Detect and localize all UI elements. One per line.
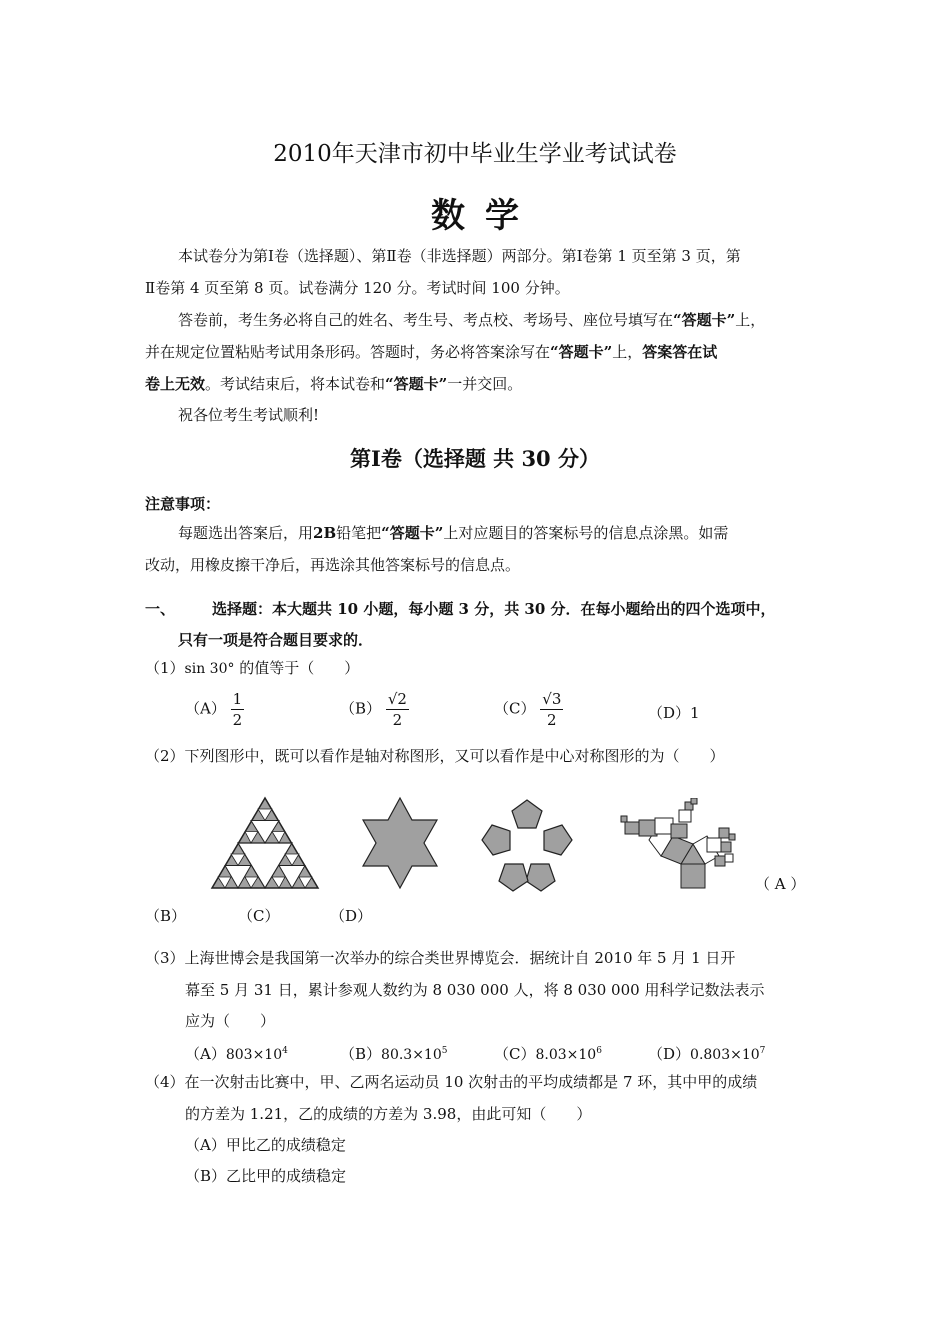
branch-square (639, 820, 657, 836)
answer-card-term: “答题卡” (385, 375, 448, 393)
figure-pentagons (478, 798, 576, 892)
option-value: 0.803×10 (690, 1047, 760, 1063)
q3-option-b (340, 1041, 447, 1065)
answer-card-term: “答题卡” (381, 524, 444, 542)
figure-star (355, 796, 445, 890)
pentagon (526, 864, 555, 891)
intro-p2-line2 (145, 342, 717, 362)
q4-line1: （4）在一次射击比赛中，甲、乙两名运动员 10 次射击的平均成绩都是 7 环，其中甲的成绩 (145, 1073, 758, 1091)
q1-option-a (185, 689, 244, 730)
intro-p1-line1: 本试卷分为第Ⅰ卷（选择题）、第Ⅱ卷（非选择题）两部分。第Ⅰ卷第 1 页至第 3 页，第 (178, 247, 741, 265)
q1-number: （1） (145, 659, 185, 677)
notice-text: 上对应题目的答案标号的信息点涂黑。如需 (443, 524, 729, 542)
part1-heading: 第Ⅰ卷（选择题 共 30 分） (350, 446, 600, 471)
notice-text: 铅笔把 (336, 524, 382, 542)
intro-p2-line3 (145, 374, 522, 394)
option-exponent: 6 (596, 1046, 602, 1056)
leaf-square (725, 854, 733, 862)
fraction (386, 689, 409, 730)
q3-option-c (494, 1041, 602, 1065)
intro-text: 并在规定位置粘贴考试用条形码。答题时，务必将答案涂写在 (145, 343, 551, 361)
intro-text: 答卷前，考生务必将自己的姓名、考生号、考点校、考场号、座位号填写在 (178, 311, 674, 329)
leaf-square (621, 816, 627, 822)
q3-option-a (185, 1041, 288, 1065)
option-label: （C） (494, 1045, 536, 1063)
pentagon (512, 800, 542, 828)
notice-pencil: 2B (313, 524, 337, 542)
leaf-square (679, 810, 691, 822)
notice-line1 (178, 523, 728, 543)
leaf-square (715, 856, 725, 866)
q3-line2: 幕至 5 月 31 日，累计参观人数约为 8 030 000 人，将 8 030 000 用科学记数法表示 (185, 981, 765, 999)
notice-text: 每题选出答案后，用 (178, 524, 314, 542)
q3-line3: 应为（ ） (185, 1012, 276, 1030)
notice-title: 注意事项： (145, 495, 221, 513)
fraction (231, 689, 245, 730)
numerator: √3 (542, 690, 562, 708)
leaf-square (721, 842, 731, 852)
figure-triangle (210, 796, 320, 890)
intro-p2-line1 (178, 310, 765, 330)
option-label: （B） (340, 699, 382, 718)
option-exponent: 7 (759, 1046, 766, 1056)
section-number: 一、 (145, 600, 176, 618)
q1-option-b (340, 689, 409, 730)
option-label: （A） (185, 699, 226, 718)
notice-line2: 改动，用橡皮擦干净后，再选涂其他答案标号的信息点。 (145, 556, 521, 574)
q2-label-a: （ A ） (755, 875, 806, 893)
leaf-square (707, 838, 721, 852)
q2-stem: （2）下列图形中，既可以看作是轴对称图形，又可以看作是中心对称图形的为（ ） (145, 747, 725, 765)
q2-label-b: （B） (145, 907, 187, 925)
denominator: 2 (232, 711, 243, 729)
option-value: 8.03×10 (535, 1047, 597, 1063)
leaf-square (655, 818, 673, 834)
trunk-square (681, 864, 705, 888)
option-value: 1 (690, 704, 700, 722)
option-value: 803×10 (225, 1047, 283, 1063)
pentagon (499, 864, 528, 891)
q3-option-d (648, 1041, 765, 1065)
intro-emphasis: 答案答在试 (642, 343, 718, 361)
intro-p1-line2: Ⅱ卷第 4 页至第 8 页。试卷满分 120 分。考试时间 100 分钟。 (145, 279, 570, 297)
pentagon (544, 825, 572, 855)
q3-line1: （3）上海世博会是我国第一次举办的综合类世界博览会．据统计自 2010 年 5 月 1 日开 (145, 949, 736, 967)
option-value: 80.3×10 (381, 1047, 442, 1063)
q2-label-c: （C） (238, 907, 280, 925)
q1-option-d (648, 703, 700, 723)
option-label: （D） (648, 704, 691, 722)
q2-label-d: （D） (330, 907, 373, 925)
section-instruction-line1: 选择题：本大题共 10 小题，每小题 3 分，共 30 分．在每小题给出的四个选项中， (212, 600, 776, 618)
pentagon (482, 825, 510, 855)
denominator: 2 (392, 711, 403, 729)
q4-option-b: （B）乙比甲的成绩稳定 (185, 1167, 347, 1185)
denominator: 2 (547, 711, 557, 729)
leaf-square (625, 822, 639, 834)
q1-expression: sin 30° (184, 661, 235, 677)
option-exponent: 5 (441, 1046, 448, 1056)
q1-option-c (494, 689, 563, 730)
numerator: √2 (387, 690, 407, 708)
answer-card-term: “答题卡” (550, 343, 613, 361)
figure-tree (615, 798, 745, 892)
fraction (540, 689, 563, 730)
intro-p3: 祝各位考生考试顺利! (178, 406, 320, 424)
q1-text: 的值等于（ ） (239, 659, 360, 677)
exam-title: 2010年天津市初中毕业生学业考试试卷 (273, 141, 677, 167)
hexagram (363, 798, 437, 888)
numerator: 1 (232, 690, 243, 708)
intro-emphasis: 卷上无效 (145, 375, 206, 393)
option-label: （A） (185, 1045, 226, 1063)
intro-text: 。考试结束后，将本试卷和 (205, 375, 386, 393)
section-instruction-line2: 只有一项是符合题目要求的． (178, 631, 374, 649)
option-label: （D） (648, 1045, 691, 1063)
q1-stem (145, 658, 359, 679)
intro-text: 一并交回。 (447, 375, 523, 393)
leaf-square (719, 828, 729, 838)
leaf-square (671, 824, 687, 838)
answer-card-term: “答题卡” (673, 311, 736, 329)
intro-text: 上， (735, 311, 766, 329)
intro-text: 上， (612, 343, 643, 361)
option-label: （B） (340, 1045, 382, 1063)
option-exponent: 4 (282, 1046, 288, 1056)
leaf-square (729, 834, 735, 840)
q4-option-a: （A）甲比乙的成绩稳定 (185, 1136, 346, 1154)
leaf-square (691, 798, 697, 804)
subject-title: 数学 (431, 196, 539, 236)
option-label: （C） (494, 699, 536, 718)
q4-line2: 的方差为 1.21，乙的成绩的方差为 3.98，由此可知（ ） (185, 1105, 592, 1123)
